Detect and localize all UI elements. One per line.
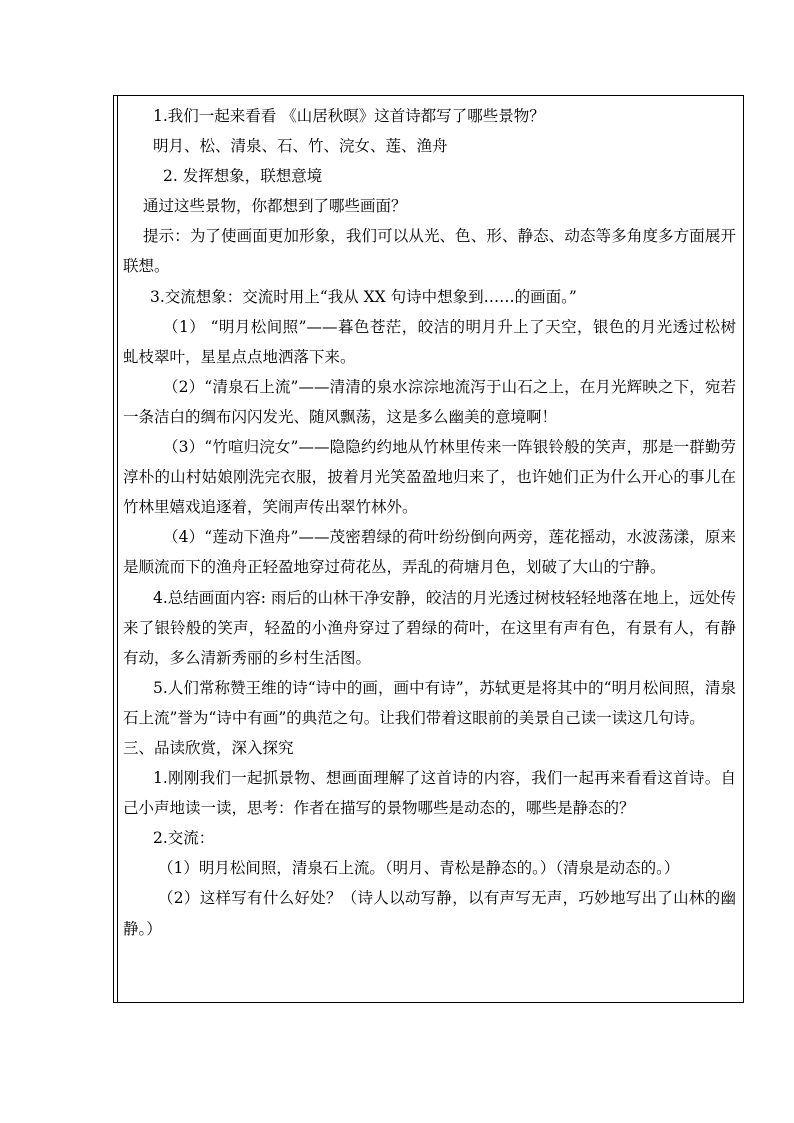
hint-paragraph: 提示：为了使画面更加形象，我们可以从光、色、形、静态、动态等多角度多方面展开联想。 xyxy=(123,227,736,276)
question-1: 1.我们一起来看看 《山居秋暝》这首诗都写了哪些景物？ xyxy=(153,107,545,125)
section-3-step-2: 2.交流： xyxy=(153,829,215,848)
section-3-heading: 三、品读欣赏，深入探究 xyxy=(123,738,294,757)
step-4-summary: 4.总结画面内容: 雨后的山林干净安静，皎洁的月光透过树枝轻轻地落在地上，远处传来了银铃般的笑声，轻盈的小渔舟穿过了碧绿的荷叶，在这里有声有色，有景有人，有静有动，多么清新秀丽的乡村生活图。 xyxy=(123,588,736,667)
step-5-paragraph: 5.人们常称赞王维的诗“诗中的画，画中有诗”，苏轼更是将其中的“明月松间照，清泉石上流”誉为“诗中有画”的典范之句。让我们带着这眼前的美景自己读一读这几句诗。 xyxy=(123,678,736,727)
imagery-3: （3）“竹喧归浣女”——隐隐约约地从竹林里传来一阵银铃般的笑声，那是一群勤劳淳朴的山村姑娘刚洗完衣服，披着月光笑盈盈地归来了，也许她们正为什么开心的事儿在竹林里嬉戏追逐着，笑闹声传出翠竹林外。 xyxy=(123,438,736,517)
step-3-heading: 3.交流想象：交流时用上“我从 XX 句诗中想象到……的画面。” xyxy=(150,287,577,306)
lesson-table-cell xyxy=(113,95,744,1003)
imagery-2: （2）“清泉石上流”——清清的泉水淙淙地流泻于山石之上，在月光辉映之下，宛若一条洁白的绸布闪闪发光、随风飘荡，这是多么幽美的意境啊！ xyxy=(123,377,736,426)
discussion-1: （1）明月松间照，清泉石上流。（明月、青松是静态的。）（清泉是动态的。） xyxy=(158,859,680,878)
step-2-heading: 2. 发挥想象，联想意境 xyxy=(163,167,323,186)
discussion-2: （2）这样写有什么好处？（诗人以动写静，以有声写无声，巧妙地写出了山林的幽静。） xyxy=(123,889,736,938)
imagery-1: （1） “明月松间照”——暮色苍茫，皎洁的明月升上了天空，银色的月光透过松树虬枝翠叶，星星点点地洒落下来。 xyxy=(123,317,736,366)
imagery-4: （4）“莲动下渔舟”——茂密碧绿的荷叶纷纷倒向两旁，莲花摇动，水波荡漾，原来是顺流而下的渔舟正轻盈地穿过荷花丛，弄乱的荷塘月色，划破了大山的宁静。 xyxy=(123,528,736,577)
section-3-step-1: 1.刚刚我们一起抓景物、想画面理解了这首诗的内容，我们一起再来看看这首诗。自己小声地读一读，思考：作者在描写的景物哪些是动态的，哪些是静态的？ xyxy=(123,769,736,818)
answer-1: 明月、松、清泉、石、竹、浣女、莲、渔舟 xyxy=(153,137,448,156)
question-2: 通过这些景物，你都想到了哪些画面？ xyxy=(143,197,407,216)
lesson-content xyxy=(114,96,743,1002)
